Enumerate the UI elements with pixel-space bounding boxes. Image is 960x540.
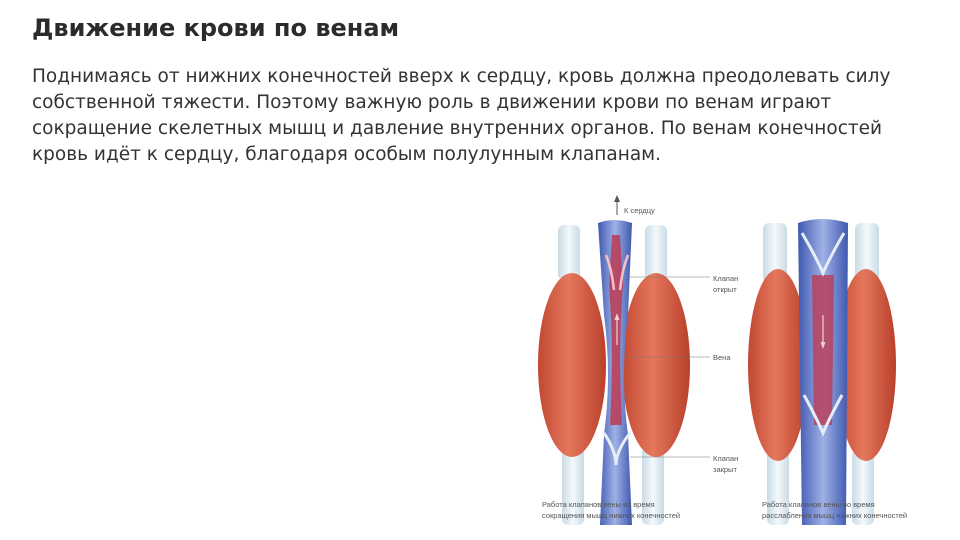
muscle-left	[538, 273, 606, 457]
label-valve-closed-1: Клапан	[713, 454, 739, 463]
label-valve-closed-2: закрыт	[713, 465, 737, 474]
caption-right-1: Работа клапанов вены во время	[762, 500, 875, 509]
blood-flow-right	[812, 275, 834, 425]
label-vein: Вена	[713, 353, 731, 362]
tendon-left-top	[558, 225, 580, 280]
muscle-right	[622, 273, 690, 457]
caption-left-1: Работа клапанов вены во время	[542, 500, 655, 509]
slide-paragraph	[32, 64, 932, 168]
paragraph-line-1: Поднимаясь от нижних конечностей вверх к сердцу, кровь должна преодолевать силу	[32, 66, 891, 87]
label-to-heart: К сердцу	[624, 206, 655, 215]
paragraph-line-2: собственной тяжести. Поэтому важную роль в движении крови по венам играют	[32, 92, 832, 113]
arrow-to-heart-head	[614, 195, 620, 202]
label-valve-open-1: Клапан	[713, 274, 739, 283]
label-valve-open-2: открыт	[713, 285, 737, 294]
paragraph-line-3: сокращение скелетных мышц и давление внутренних органов. По венам конечностей	[32, 118, 883, 139]
slide-title: Движение крови по венам	[32, 14, 400, 42]
left-panel-contracted	[538, 195, 690, 525]
right-panel-relaxed	[748, 219, 896, 525]
vein-valve-illustration	[520, 195, 960, 540]
caption-left-2: сокращения мышц нижних конечностей	[542, 511, 681, 520]
caption-right-2: расслабления мышц нижних конечностей	[762, 511, 908, 520]
paragraph-line-4: кровь идёт к сердцу, благодаря особым полулунным клапанам.	[32, 144, 661, 165]
tendon-right-top	[645, 225, 667, 280]
